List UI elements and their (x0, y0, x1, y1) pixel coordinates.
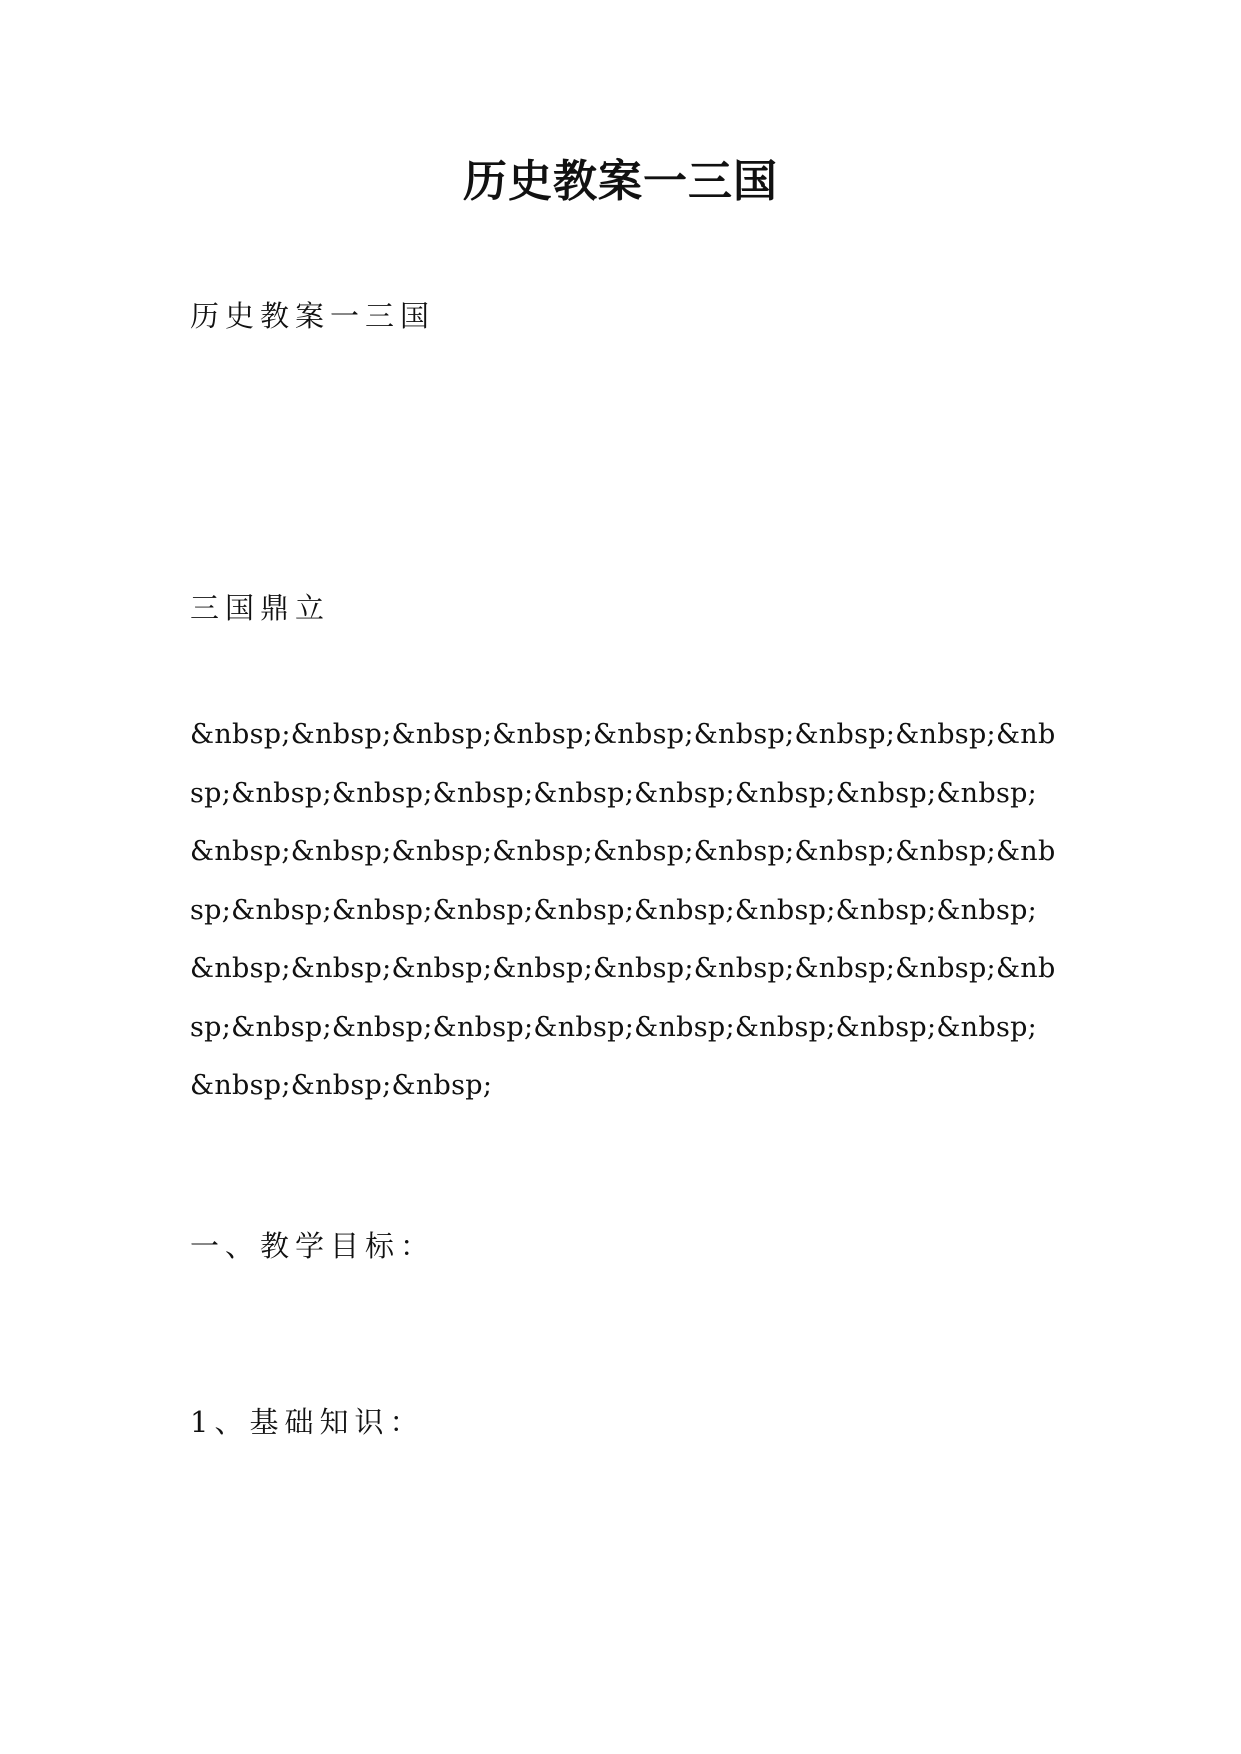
basic-knowledge-heading: 1、基础知识： (190, 1405, 425, 1439)
text-line: &nbsp;&nbsp;&nbsp; (190, 1070, 493, 1101)
document-subtitle: 历史教案一三国 (190, 299, 436, 333)
text-line: &nbsp;&nbsp;&nbsp;&nbsp;&nbsp;&nbsp;&nbsp;&nbsp;&nb (190, 719, 1056, 750)
text-line: sp;&nbsp;&nbsp;&nbsp;&nbsp;&nbsp;&nbsp;&nbsp;&nbsp; (190, 777, 1038, 809)
objectives-heading: 一、教学目标： (190, 1229, 436, 1263)
text-line: &nbsp;&nbsp;&nbsp;&nbsp;&nbsp;&nbsp;&nbsp;&nbsp;&nb (190, 953, 1056, 984)
text-line: sp;&nbsp;&nbsp;&nbsp;&nbsp;&nbsp;&nbsp;&nbsp;&nbsp; (190, 1011, 1038, 1043)
page-title: 历史教案一三国 (463, 156, 778, 207)
nbsp-text-block (190, 706, 1056, 1116)
text-line: sp;&nbsp;&nbsp;&nbsp;&nbsp;&nbsp;&nbsp;&nbsp;&nbsp; (190, 894, 1038, 926)
text-line: &nbsp;&nbsp;&nbsp;&nbsp;&nbsp;&nbsp;&nbsp;&nbsp;&nb (190, 836, 1056, 867)
section-heading: 三国鼎立 (190, 591, 331, 625)
